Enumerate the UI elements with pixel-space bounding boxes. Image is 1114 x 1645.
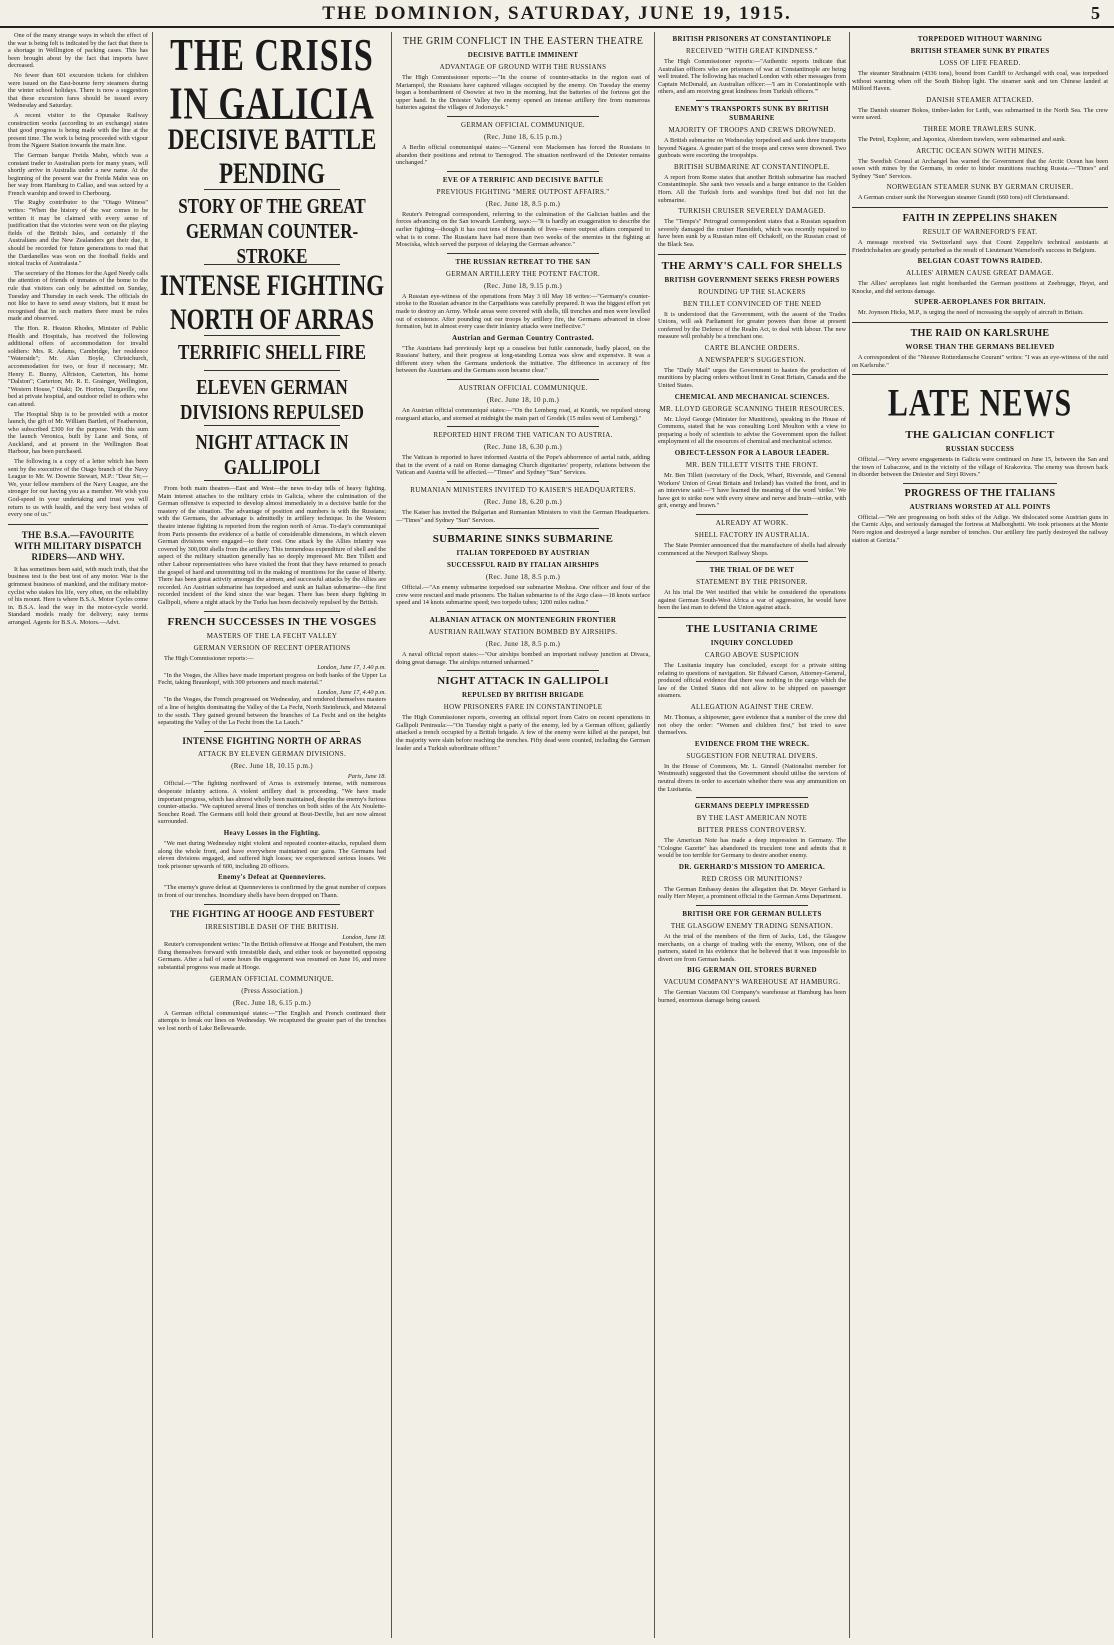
subheading: AUSTRIANS WORSTED AT ALL POINTS: [909, 502, 1051, 511]
subheading: Austrian and German Country Contrasted.: [452, 333, 594, 342]
page-number: 5: [1091, 3, 1100, 23]
subheading: REPORTED HINT FROM THE VATICAN TO AUSTRIA.: [433, 431, 613, 440]
column-shipping-late-news: [852, 32, 1108, 1638]
subheading: MR. LLOYD GEORGE SCANNING THEIR RESOURCES.: [659, 404, 845, 413]
subheading: STATEMENT BY THE PRISONER.: [696, 578, 808, 587]
subheading: GERMAN OFFICIAL COMMUNIQUE.: [461, 120, 585, 129]
divider: [447, 528, 599, 529]
subheading: BRITISH ORE FOR GERMAN BULLETS: [682, 910, 822, 919]
paragraph: A message received via Switzerland says that Count Zeppelin's technical assistants at Friedrichshafen are greatly perturbed as the result of Lieutenant Warneford's success in Belgium.: [852, 238, 1108, 254]
subheading: GERMAN ARTILLERY THE POTENT FACTOR.: [445, 269, 601, 278]
dateline: London, June 17, 4.40 p.m.: [317, 688, 386, 696]
paragraph: "The enemy's grave defeat at Quennevieres is confirmed by the great number of corpses in front of our trenches. Incendiary shells have been dropped on Thann.: [158, 884, 386, 899]
masthead: [0, 0, 1114, 28]
subheading: MR. BEN TILLETT VISITS THE FRONT.: [685, 461, 819, 470]
dateline: (Rec. June 18, 6.30 p.m.): [483, 443, 563, 452]
divider: [658, 617, 846, 618]
divider: [447, 426, 599, 427]
subheading: BY THE LAST AMERICAN NOTE: [696, 814, 808, 823]
paragraph: A naval official report states:—"Our airships bombed an important railway junction at Divaca, doing great damage. The airships returned unharmed.": [396, 651, 650, 666]
paragraph: A German cruiser sunk the Norwegian steamer Grandi (660 tons) off Christiansand.: [858, 194, 1070, 202]
subheading: SUCCESSFUL RAID BY ITALIAN AIRSHIPS: [446, 561, 600, 570]
headline: PROGRESS OF THE ITALIANS: [904, 487, 1056, 499]
divider: [696, 514, 809, 515]
paragraph: In the House of Commons, Mr. L. Ginnell (Nationalist member for Westmeath) suggested that the Government should utilise the services of neutral divers in order to ascertain whether there was any ammunition on the Lusitania.: [658, 762, 846, 793]
divider: [696, 100, 809, 101]
paragraph: "In the Vosges, the Allies have made important progress on both banks of the Upper La Fecht, taking Braunkopf, with 300 prisoners and much material.": [158, 671, 386, 687]
divider: [852, 374, 1108, 375]
divider: [204, 370, 341, 371]
subheading: BEN TILLET CONVINCED OF THE NEED: [682, 299, 822, 308]
divider: [852, 322, 1108, 323]
subheading: SUPER-AEROPLANES FOR BRITAIN.: [914, 298, 1046, 307]
dateline: London, June 18.: [342, 933, 386, 941]
paragraph: The "Temps's" Petrograd correspondent states that a Russian squadron severely damaged the cruiser Hamidieh, which was recently repaired to have been sunk by a Russian mine off Ochakoff, on the Russian coast of the Black Sea.: [658, 218, 846, 248]
divider: [447, 253, 599, 254]
headline: THE RAID ON KARLSRUHE: [910, 327, 1050, 339]
lead-paragraph: From both main theatres—East and West—the news to-day tells of heavy fighting. Main interest attaches to the military crisis in Galicia, where the culmination of the German offensive is expected to develop almost immediately in a decisive battle for the mastery of the situation. The advantage of position and numbers is with the Russians; with the Germans, the advantage is admittedly in artillery technique. In the Western theatre intense fighting is reported from the region north of Arras. To-day's communiqué from Paris presents the evidence of a battle of considerable dimensions, in which eleven German divisions were engaged—to their cost. One attack by the Allies infantry was covered by 300,000 shells from the artillery. This tremendous expenditure of shell and the aspect of the military situation generally has so deeply impressed Mr. Ben Tillett and other Labour representatives who have visited the front that they have returned to preach the gospel of hard and unremitting toil in the making of munitions for the cause of liberty. There has been great activity amongst the airmen, and successful attacks by the Allies are recorded. An Austrian submarine has torpedoed and sunk an Italian submarine—the first recorded incident of the kind since the war began. There has been sharp fighting in Gallipoli, where a night attack by the Turks has been decisively repulsed by the British.: [158, 485, 386, 606]
main-headline: THE CRISIS IN GALICIA: [169, 32, 375, 130]
subheading: EVIDENCE FROM THE WRECK.: [694, 739, 810, 748]
paragraph: The Vatican is reported to have informed Austria of the Pope's abhorrence of aerial raids, adding that in the event of a raid on Rome damaging Church dignitaries' property, relations between the Vatican and Austria will be affected.—"Times" and Sydney "Sun" Services.: [396, 454, 650, 477]
headline: INTENSE FIGHTING NORTH OF ARRAS: [159, 269, 385, 336]
subheading: ALBANIAN ATTACK ON MONTENEGRIN FRONTIER: [429, 616, 617, 624]
subheading: AUSTRIAN RAILWAY STATION BOMBED BY AIRSHIPS.: [428, 628, 618, 636]
subheading: THE GLASGOW ENEMY TRADING SENSATION.: [670, 922, 834, 931]
headline: BRITISH PRISONERS AT CONSTANTINOPLE: [672, 35, 832, 43]
subheading: LOSS OF LIFE FEARED.: [939, 59, 1021, 67]
divider: [447, 670, 599, 671]
headline: TORPEDOED WITHOUT WARNING: [917, 35, 1043, 43]
subheading: ALLEGATION AGAINST THE CREW.: [690, 702, 814, 711]
subheading: BRITISH STEAMER SUNK BY PIRATES: [910, 47, 1050, 55]
subheading: ALLIES' AIRMEN CAUSE GREAT DAMAGE.: [906, 269, 1054, 278]
subheading: ARCTIC OCEAN SOWN WITH MINES.: [916, 146, 1044, 155]
headline: FAITH IN ZEPPELINS SHAKEN: [902, 212, 1058, 224]
subheading: Heavy Losses in the Fighting.: [223, 829, 321, 837]
subheading: DANISH STEAMER ATTACKED.: [926, 95, 1034, 104]
divider: [903, 483, 1057, 484]
dateline: (Rec. June 18, 10 p.m.): [486, 396, 560, 405]
subheading: BIG GERMAN OIL STORES BURNED: [687, 966, 817, 975]
paragraph: The High Commissioner reports:—: [164, 654, 254, 662]
column-rule: [849, 32, 850, 1638]
paragraph: The German Vacuum Oil Company's warehouse at Hamburg has been burned, enormous damage being caused.: [658, 989, 846, 1005]
divider: [8, 524, 148, 525]
subheading: NORWEGIAN STEAMER SUNK BY GERMAN CRUISER.: [886, 183, 1074, 192]
paragraph: It is understood that the Government, with the assent of the Trades Unions, will ask Parliament for greater powers than those at present conferred by the Defence of the Realm Act, to deal with labour. The new measure will probably be a trenchant one.: [658, 310, 846, 341]
advert-heading: THE B.S.A.—FAVOURITE WITH MILITARY DISPATCH RIDERS—AND WHY.: [14, 529, 142, 562]
paragraph: A recent visitor to the Opunake Railway construction works (according to an exchange) states that good progress is being made with the line at the present time. The work is being proceeded with vigour from the Ngaere Station towards the main line.: [8, 111, 148, 150]
headline: DECISIVE BATTLE PENDING: [167, 123, 377, 190]
column-rule: [654, 32, 655, 1638]
subheading: AUSTRIAN OFFICIAL COMMUNIQUE.: [458, 384, 588, 393]
divider: [852, 207, 1108, 208]
subheading: CARGO ABOVE SUSPICION: [704, 650, 800, 659]
subheading: RUSSIAN SUCCESS: [945, 445, 1015, 454]
dateline: (Rec. June 18, 8.5 p.m.): [485, 199, 561, 208]
paragraph: Reuter's Petrograd correspondent, referring to the culmination of the Galician battles and the forces advancing on the San towards Lemberg, says:—"It is hardly an exaggeration to describe the earlier fighting—though it has cost tens of thousands of lives—mere outpost affairs compared to what is to come. The Russians have had more than two weeks of the enemies in the fighting at Mosciska, which served the purpose of delaying the German advance.": [396, 210, 650, 249]
subheading: ATTACK BY ELEVEN GERMAN DIVISIONS.: [197, 749, 346, 758]
headline: THE FIGHTING AT HOOGE AND FESTUBERT: [169, 908, 375, 919]
paragraph: Official.—"The fighting northward of Arras is extremely intense, with numerous desperate infantry actions. A violent artillery duel is proceeding. "We have made important progress, which has almost wholly been maintained, despite the enemy's furious counter-attacks. "We captured several lines of trenches on both sides of the Aix Noulette-Souchez Road. The Germans still hold their ground at Bout-Deville, but are now almost surrounded.: [158, 780, 386, 826]
subheading: RED CROSS OR MUNITIONS?: [701, 874, 803, 883]
subheading: HOW PRISONERS FARE IN CONSTANTINOPLE: [443, 703, 603, 712]
paragraph: The American Note has made a deep impression in Germany. The "Cologne Gazette" has abandoned its truculent tone and admits that it would be too terrible for Germany to desire another enemy.: [658, 837, 846, 860]
divider: [447, 116, 599, 117]
column-crisis-galicia: [158, 32, 386, 1638]
headline: STORY OF THE GREAT GERMAN COUNTER-STROKE: [178, 194, 366, 268]
subheading: (Press Association.): [241, 986, 303, 995]
subheading: GERMAN OFFICIAL COMMUNIQUE.: [210, 974, 334, 983]
paragraph: Mr. Joynson Hicks, M.P., is urging the need of increasing the supply of aircraft in Britain.: [858, 309, 1084, 317]
subheading: PREVIOUS FIGHTING "MERE OUTPOST AFFAIRS.": [436, 187, 610, 196]
paragraph: The High Commissioner reports, covering an official report from Cairo on recent operations in Gallipoli Peninsula:—"On Tuesday night a party of the enemy, led by a German officer, gallantly attacked a trench occupied by a British brigade. A few of the enemy were killed at the parapet, but the majority were slain before reaching the trenches. Fifty dead were counted, including the German leader and a Turkish subordinate officer.": [396, 714, 650, 752]
paragraph: A Russian eye-witness of the operations from May 3 till May 18 writes:—"Germany's counter-stroke to the Russian advance in the Carpathians was carefully prepared. It was the biggest effort yet made to destroy an Army. Whole areas were covered with shells, till trenches and men were levelled out of existence. After pounding out our troops by artillery fire, the Germans advanced in close formation, but in almost every case their infantry attacks were ineffective.": [396, 292, 650, 331]
headline: THE LUSITANIA CRIME: [685, 622, 819, 635]
subheading: WORSE THAN THE GERMANS BELIEVED: [905, 342, 1055, 351]
headline: FRENCH SUCCESSES IN THE VOSGES: [167, 615, 377, 628]
paragraph: Mr. Ben Tillett (secretary of the Dock, Wharf, Riverside, and General Workers' Union of Great Britain and Ireland) has visited the front, and in an interview said:—"I have learned the meaning of the word 'strike.' We have got to strike now with every sinew and nerve and brain—strike, with grit, energy and brawn.": [658, 472, 846, 510]
paragraph: The Petrel, Explorer, and Japonica, Aberdeen trawlers, were submarined and sunk.: [858, 135, 1066, 143]
subheading: ALREADY AT WORK.: [715, 519, 789, 527]
subheading: ADVANTAGE OF GROUND WITH THE RUSSIANS: [439, 63, 607, 71]
subheading: REPULSED BY BRITISH BRIGADE: [461, 691, 584, 700]
paragraph: "In the Vosges, the French progressed on Wednesday, and rendered themselves masters of a line of heights dominating the Valley of the La Fecht, North Steinbruck, and Metzeral to the south. They gained ground between the branches of La Fecht and on the heights separating the Valley of the La Fecht from the La Lauch.": [158, 696, 386, 727]
advert-text: It has sometimes been said, with much truth, that the business test is the best test of any motor. War is the grimmest business of mankind, and the military motor-cyclist who stakes his life, very often, on the reliability of his mount. Here is where B.S.A. Motor Cycles come in. B.S.A. lead the way in the motor-cycle world. Standard models ready for delivery; easy terms arranged. Agents for B.S.A. Motors.—Advt.: [8, 565, 148, 626]
headline: THE GRIM CONFLICT IN THE EASTERN THEATRE: [402, 36, 644, 47]
subheading: Enemy's Defeat at Quennevieres.: [218, 873, 326, 882]
paragraph: The Rugby contributor to the "Otago Witness" writes: "When the history of the war comes to be written it may be claimed with every sense of justification that the victories were won on the playing fields of the British Isles, and certainly if the Australians and the New Zealanders get their due, it should be recorded for future generations to read that the Dardanelles was won on the football fields and stoical tracks of Australasia.": [8, 199, 148, 268]
headline: SUBMARINE SINKS SUBMARINE: [432, 533, 614, 546]
paragraph: No fewer than 601 excursion tickets for children were issued on the East-bourne ferry steamers during the winter school holidays. There is now a suggestion that these excursion fares should be issued every Wednesday and Saturday.: [8, 71, 148, 110]
paragraph: The German Embassy denies the allegation that Dr. Meyer Gerhard is really Herr Meyer, a prominent official in the German Arms Department.: [658, 885, 846, 901]
paragraph: "The Austrians had previously kept up a ceaseless but futile cannonade, badly placed, on the Russians' battery, and their progress at long-standing Lomza was slow and expensive. It was a different story when the Germans undertook the initiative. The difference in accuracy of fire between the Austrians and the Germans soon became clear.": [396, 344, 650, 375]
paragraph: The Kaiser has invited the Bulgarian and Rumanian Ministers to visit the German Headquarters.—"Times" and Sydney "Sun" Services.: [396, 509, 650, 524]
subheading: THE TRIAL OF DE WET: [709, 566, 795, 575]
subheading: MAJORITY OF TROOPS AND CREWS DROWNED.: [668, 125, 836, 134]
paragraph: A Berlin official communiqué states:—"General von Mackensen has forced the Russians to abandon their positions and retreat to Tarnogrod. The situation northward of the Dniester remains unchanged.": [396, 143, 650, 167]
paragraph: The German barque Freida Mahn, which was a constant trader to Australian ports for many years, will shortly arrive in Australia under a new name. At the beginning of the present war the Freida Mahn was on her way from Hamburg to Callao, and was seized by a French warship and towed to Cherbourg.: [8, 151, 148, 197]
subheading: CHEMICAL AND MECHANICAL SCIENCES.: [674, 392, 830, 401]
subheading: IRRESISTIBLE DASH OF THE BRITISH.: [205, 922, 339, 931]
subheading: DECISIVE BATTLE IMMINENT: [467, 51, 579, 59]
paragraph: The High Commissioner reports:—"In the course of counter-attacks in the region east of Mariampol, the Russians have captured villages occupied by the enemy. On Tuesday the enemy began a bombardment of Osowiec at two in the morning, but the batteries of the fortress got the upper hand. In the Dniester Valley the enemy opened an intense artillery fire from numerous batteries against the villages of Jodorszyck.": [396, 74, 650, 112]
subheading: TURKISH CRUISER SEVERELY DAMAGED.: [678, 207, 826, 216]
divider: [447, 611, 599, 612]
headline: TERRIFIC SHELL FIRE: [178, 340, 366, 364]
paragraph: An Austrian official communiqué states:—"On the Lemberg road, at Kranik, we repulsed strong rearguard attacks, and stormed at midnight the main part of Grodek (15 miles west of Lemberg).": [396, 407, 650, 422]
paragraph: One of the many strange ways in which the effect of the war is being felt is indicated by the fact that there is a shortage in Wellington of packing cases. This has been brought about by the fact that imports have decreased.: [8, 32, 148, 70]
subheading: SUGGESTION FOR NEUTRAL DIVERS.: [686, 751, 818, 760]
paragraph: At his trial De Wet testified that while he considered the operations against German South-West Africa a war of aggression, he would have been the last man to defend the Union against attack.: [658, 589, 846, 612]
late-news-headline: LATE NEWS: [887, 381, 1073, 425]
subheading: EVE OF A TERRIFIC AND DECISIVE BATTLE: [442, 175, 604, 184]
paragraph: Mr. Thomas, a shipowner, gave evidence that a number of the crew did not obey the order: "Women and children first," but tried to save themselves.: [658, 713, 846, 737]
paragraph: Reuter's correspondent writes: "In the British offensive at Hooge and Festubert, the men flung themselves forward with irresistible dash, and either took or bayonetted opposing Germans. After a hail of some hours the engagement was resumed on June 16, and more substantial progress was made at Hooge.: [158, 941, 386, 971]
subheading: THE RUSSIAN RETREAT TO THE SAN: [455, 257, 591, 266]
paragraph: A correspondent of the "Nieuwe Rotterdamsche Courant" writes: "I was an eye-witness of the raid on Karlsruhe.": [852, 353, 1108, 369]
dateline: London, June 17, 1.40 p.m.: [317, 664, 386, 672]
headline: NIGHT ATTACK IN GALLIPOLI: [195, 430, 349, 479]
paragraph: The secretary of the Homes for the Aged Needy calls the attention of friends of inmates of the home to the rule that visitors can only be admitted on Sunday, Tuesday and Thursday in each week. The officials do not like to have to send away visitors, but it must be recognised that in such matters there must be rules made and observed.: [8, 269, 148, 323]
dateline: (Rec. June 18, 10.15 p.m.): [231, 761, 313, 770]
subheading: THREE MORE TRAWLERS SUNK.: [923, 124, 1037, 133]
divider: [204, 731, 341, 732]
headline: THE ARMY'S CALL FOR SHELLS: [661, 259, 843, 272]
subheading: ITALIAN TORPEDOED BY AUSTRIAN: [456, 549, 590, 558]
subheading: INQUIRY CONCLUDED: [710, 638, 794, 647]
dateline: Paris, June 18.: [347, 772, 386, 780]
subheading: BRITISH SUBMARINE AT CONSTANTINOPLE.: [674, 162, 830, 171]
paragraph: A report from Rome states that another British submarine has reached Constantinople. She sank two vessels and a barge entrance to the Golden Horn. All the Turkish forts and warships fired but did not hit the submarine.: [658, 173, 846, 204]
dateline: (Rec. June 18, 6.20 p.m.): [483, 498, 563, 507]
dateline: (Rec. June 18, 6.15 p.m.): [483, 132, 563, 141]
paragraph: The Hospital Ship is to be provided with a motor launch, the gift of Mr. William Bartlett, of Featherston, who subscribed £300 for the purpose. With this sum the launch Veronica, built by Lane and Sons, of Auckland, and at present in the Wellington Boat Harbour, has been purchased.: [8, 410, 148, 456]
dateline: (Rec. June 18, 8.5 p.m.): [485, 640, 561, 648]
paragraph: The Lusitania inquiry has concluded, except for a private sitting relating to questions of navigation. Sir Edward Carson, Attorney-General, produced official evidence that there was nothing in the cargo which the law of the United States did not allow to be shipped on passenger steamers.: [658, 661, 846, 700]
paragraph: Official.—"Very severe engagements in Galicia were continued on June 15, between the San and the town of Lubaczow, and in the vicinity of the village of Krakovica. The enemy was thrown back in disorder between the Dniester and Stryi Rivers.": [852, 456, 1108, 479]
divider: [658, 254, 846, 255]
divider: [696, 561, 809, 562]
paragraph: A British submarine on Wednesday torpedoed and sank three transports beyond Nagara. A greater part of the troops and crews were drowned. Two gunboats were escorting the troopships.: [658, 136, 846, 160]
column-rule: [152, 32, 153, 1638]
paragraph: Official.—"An enemy submarine torpedoed our submarine Medusa. One officer and four of the crew were rescued and made prisoners. The Italian submarine is of the Argo class—18 knots surface speed and 14 knots submarine speed; two torpedo tubes; 1200 miles radius.": [396, 584, 650, 607]
paragraph: The State Premier announced that the manufacture of shells had already commenced at the Newport Railway Shops.: [658, 542, 846, 557]
paragraph: At the trial of the members of the firm of Jacks, Ltd., the Glasgow merchants, on a charge of trading with the enemy, Wilson, one of the partners, stated in his evidence that he believed that it was impossible to divert ore from German hands.: [658, 933, 846, 963]
subheading: BITTER PRESS CONTROVERSY.: [697, 826, 807, 835]
divider: [447, 379, 599, 380]
headline: INTENSE FIGHTING NORTH OF ARRAS: [182, 735, 362, 746]
paragraph: The steamer Strathnairn (4336 tons), bound from Cardiff to Archangel with coal, was torpedoed without warning when off the South Bishop light. The steamer sank and ten Chinese landed at Milford Haven.: [852, 70, 1108, 93]
dateline: (Rec. June 18, 9.15 p.m.): [483, 281, 563, 290]
paragraph: Mr. Lloyd George (Minister for Munitions), speaking in the House of Commons, stated that he was consulting Lord Moulton with a view to preparing a body of scientists to advise the Government upon the fullest employment of all the resources of chemical and mechanical science.: [658, 415, 846, 446]
subheading: BRITISH GOVERNMENT SEEKS FRESH POWERS: [664, 275, 840, 284]
paragraph: "We met during Wednesday night violent and repeated counter-attacks, repulsed them along the whole front, and have everywhere maintained our gains. The Germans had eleven divisions engaged, and suffered high losses; we experienced serious losses. We took prisoner upwards of 600, including 20 officers.: [158, 840, 386, 870]
paragraph: The Danish steamer Bokos, timber-laden for Leith, was submarined in the North Sea. The crew were saved.: [852, 106, 1108, 122]
subheading: GERMAN VERSION OF RECENT OPERATIONS: [193, 643, 351, 652]
subheading: RESULT OF WARNEFORD'S FEAT.: [922, 227, 1038, 236]
divider: [447, 481, 599, 482]
paragraph: A German official communiqué states:—"The English and French continued their attempts to break our lines on Wednesday. We recaptured the greater part of the trenches we lost north of Lake Bellewaarde.: [158, 1009, 386, 1032]
subheading: ENEMY'S TRANSPORTS SUNK BY BRITISH SUBMARINE: [675, 104, 829, 122]
subheading: DR. GERHARD'S MISSION TO AMERICA.: [678, 862, 826, 871]
paragraph: The following is a copy of a letter which has been sent by the executive of the Otago branch of the Navy League to Mr. W. Downie Stewart, M.P.: "Dear Sir,—We, your fellow members of the Navy League, are the stronger for our having you as a member. We wish you God-speed in your undertaking and trust you will return to us with health, and the very best wishes of every one of us.": [8, 458, 148, 519]
subheading: MASTERS OF THE LA FECHT VALLEY: [206, 631, 338, 640]
subheading: RUMANIAN MINISTERS INVITED TO KAISER'S HEADQUARTERS.: [410, 486, 636, 495]
dateline: (Rec. June 18, 8.5 p.m.): [485, 573, 561, 582]
divider: [447, 171, 599, 172]
headline: ELEVEN GERMAN DIVISIONS REPULSED: [180, 375, 364, 424]
headline: THE GALICIAN CONFLICT: [905, 429, 1055, 442]
divider: [696, 905, 809, 906]
subheading: VACUUM COMPANY'S WAREHOUSE AT HAMBURG.: [663, 978, 841, 987]
column-rule: [391, 32, 392, 1638]
headline: NIGHT ATTACK IN GALLIPOLI: [437, 675, 609, 688]
paragraph: Official.—"We are progressing on both sides of the Adige. We dislocated some Austrian guns in the Carnic Alps, and seriously damaged the fortress at Malborghetti. We took prisoners at the Monte Nero region and destroyed a large number of trenches. Our artillery fire partly destroyed the railway station at Gorizia.": [852, 513, 1108, 544]
column-eastern-theatre: [396, 32, 650, 1638]
paragraph: The "Daily Mail" urges the Government to hasten the production of munitions by placing orders without limit in Great Britain, Canada and the United States.: [658, 366, 846, 390]
subheading: GERMANS DEEPLY IMPRESSED: [694, 802, 810, 811]
subheading: BELGIAN COAST TOWNS RAIDED.: [917, 257, 1043, 266]
paragraph: The Swedish Consul at Archangel has warned the Government that the Arctic Ocean has been sown with mines by the Germans, in order to hinder munitions reaching Russia.—"Times" and Sydney "Sun" Services.: [852, 157, 1108, 180]
paragraph: The High Commissioner reports:—"Authentic reports indicate that Australian officers who are prisoners of war at Constantinople are being well treated. The following has reached London with other messages from Captain McDonald, an Australian officer:—'I am in Constantinople with others, and am receiving great kindness from Turkish officers.'": [658, 58, 846, 96]
subheading: RECEIVED "WITH GREAT KINDNESS.": [686, 47, 818, 55]
divider: [204, 904, 341, 905]
column-local-notes: [8, 32, 148, 1638]
divider: [696, 797, 809, 798]
subheading: CARTE BLANCHE ORDERS.: [704, 343, 800, 352]
subheading: A NEWSPAPER'S SUGGESTION.: [698, 355, 806, 364]
newspaper-title: THE DOMINION, SATURDAY, JUNE 19, 1915.: [322, 3, 792, 24]
subheading: ROUNDING UP THE SLACKERS: [698, 287, 806, 296]
divider: [204, 611, 341, 612]
divider: [204, 425, 341, 426]
paragraph: The Allies' aeroplanes last night bombarded the German positions at Zeebrugge, Heyst, and Knocke, and did serious damage.: [852, 280, 1108, 295]
paragraph: The Hon. R. Heaton Rhodes, Minister of Public Health and Hospitals, has received the following additional offers of accommodation for invalid soldiers: Mrs. R. Adams, Cambridge, her residence "Waterside"; Mr. Alan Boyle, Christchurch, accommodation for two, or four if necessary; Mr. Henry E. Bunny, Alfriston, Carterton, his home "Dalston"; Carterton; Mr. R. E. Grainger, Wellington, "Western House," Otaki; Dr. Horton, Dargaville, one bed at private hospital, and outdoor relief to others who can attend.: [8, 324, 148, 408]
column-prisoners-shells: [658, 32, 846, 1638]
dateline: (Rec. June 18, 6.15 p.m.): [232, 998, 312, 1007]
subheading: SHELL FACTORY IN AUSTRALIA.: [694, 531, 810, 539]
divider: [204, 480, 341, 481]
subheading: OBJECT-LESSON FOR A LABOUR LEADER.: [674, 449, 830, 458]
